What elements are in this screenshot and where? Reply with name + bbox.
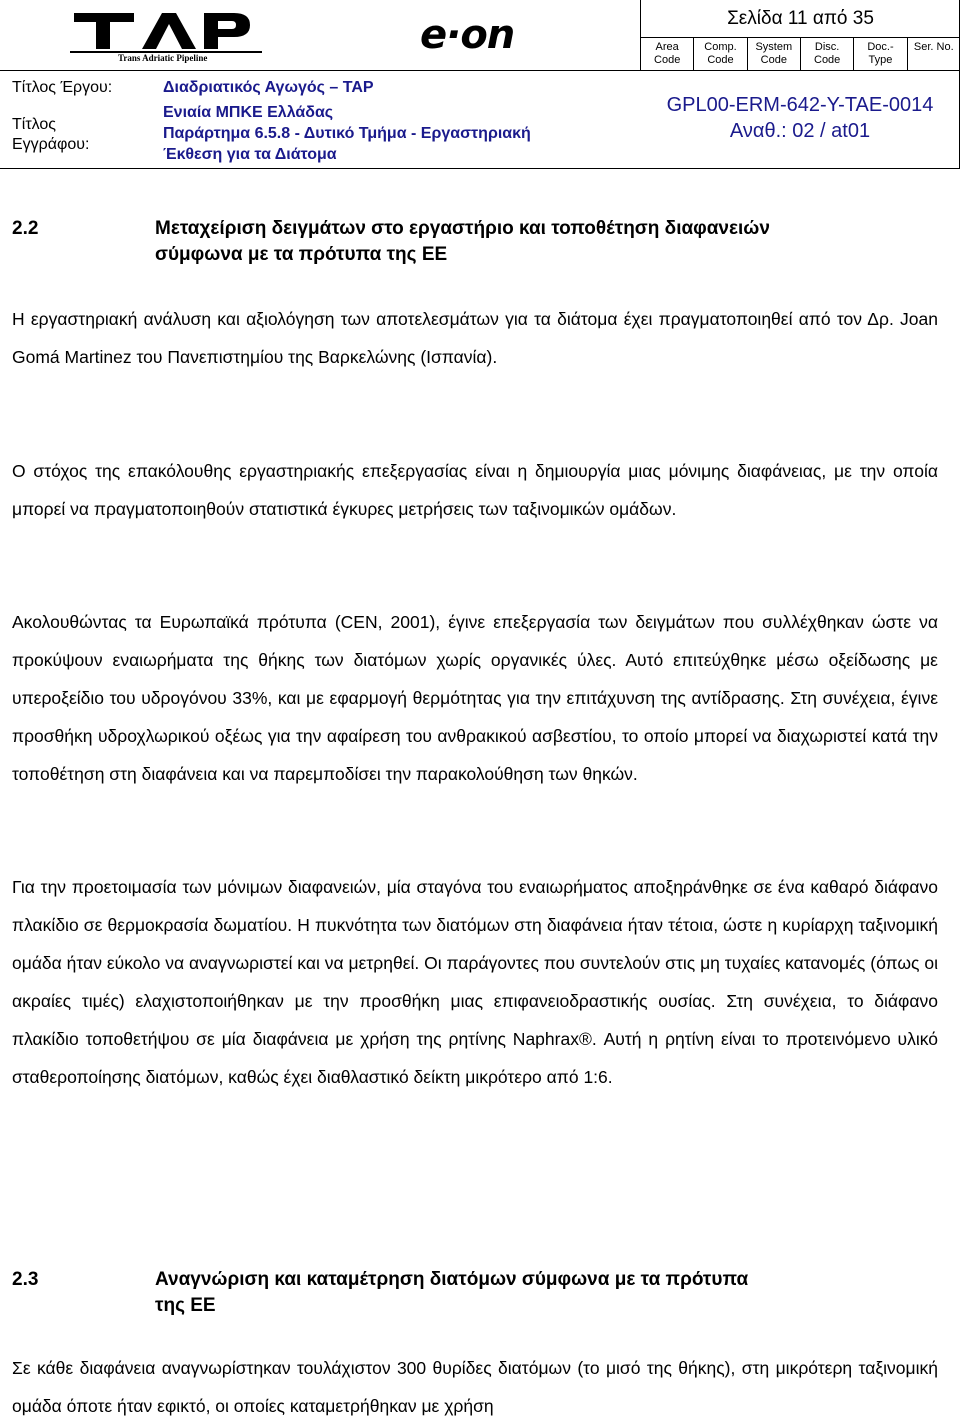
document-number: GPL00-ERM-642-Y-TAE-0014 (666, 94, 934, 116)
paragraph: Ο στόχος της επακόλουθης εργαστηριακής επεξεργασίας είναι η δημιουργία μιας μόνιμης διαφάνειας, με την οποία μπορεί να πραγματοποιηθούν στατιστικά έγκυρες μετρήσεις των ταξινομικών ομάδων. (12, 461, 938, 519)
tap-logo (66, 7, 266, 65)
paragraph: Ακολουθώντας τα Ευρωπαϊκά πρότυπα (CEN, 2001), έγινε επεξεργασία των δειγμάτων που συλλέχθηκαν ώστε να προκύψουν εναιωρήματα της θήκης των διατόμων χωρίς οργανικές ύλες. Αυτό επιτεύχθηκε μέσω οξείδωσης με υπεροξείδιο του υδρογόνου 33%, και με εφαρμογή θερμότητας για την επιτάχυνση της αντίδρασης. Στη συνέχεια, έγινε προσθήκη υδροχλωρικού οξέως για την αφαίρεση του ανθρακικού ασβεστίου, το οποίο μπορεί να διαχωριστεί κατά την τοποθέτηση στη διαφάνεια και να παρεμποδίσει την παρακολούθηση των θηκών. (12, 612, 938, 784)
section-title-line2: της ΕΕ (155, 1295, 216, 1316)
project-label: Τίτλος Έργου: (12, 79, 113, 96)
eon-logo: e·on (420, 12, 515, 58)
section-number: 2.2 (12, 218, 39, 239)
doc-title-label-2: Εγγράφου: (12, 136, 90, 153)
paragraph: Σε κάθε διαφάνεια αναγνωρίστηκαν τουλάχιστον 300 θυρίδες διατόμων (το μισό της θήκης), στη μικρότερη ταξινομική ομάδα όποτε ήταν εφικτό, οι οποίες καταμετρήθηκαν με χρήση (12, 1358, 938, 1416)
doc-title-line1: Ενιαία ΜΠΚΕ Ελλάδας (163, 104, 334, 121)
doc-title-line2: Παράρτημα 6.5.8 - Δυτικό Τμήμα - Εργαστηριακή (163, 125, 531, 142)
code-cell: System Code (747, 38, 800, 70)
revision: Αναθ.: 02 / at01 (729, 120, 871, 142)
header-divider (0, 70, 960, 71)
section-number: 2.3 (12, 1269, 39, 1290)
tap-logo-subtitle: Trans Adriatic Pipeline (118, 53, 208, 63)
section-title: Μεταχείριση δειγμάτων στο εργαστήριο και τοποθέτηση διαφανειών (155, 218, 770, 239)
code-cell: Comp. Code (693, 38, 746, 70)
code-cell: Disc. Code (800, 38, 853, 70)
project-title: Διαδριατικός Αγωγός – TAP (163, 79, 374, 96)
doc-title-label: Τίτλος (12, 116, 57, 133)
code-row (640, 38, 960, 70)
doc-title-line3: Έκθεση για τα Διάτομα (163, 146, 337, 163)
header-bottom-border (0, 168, 960, 169)
section-title-line2: σύμφωνα με τα πρότυπα της ΕΕ (155, 244, 448, 265)
section-title: Αναγνώριση και καταμέτρηση διατόμων σύμφωνα με τα πρότυπα (155, 1269, 749, 1290)
paragraph: Η εργαστηριακή ανάλυση και αξιολόγηση των αποτελεσμάτων για τα διάτομα έχει πραγματοποιηθεί από τον Δρ. Joan Gomá Martinez του Πανεπιστημίου της Βαρκελώνης (Ισπανία). (12, 309, 938, 367)
code-cell: Ser. No. (907, 38, 960, 70)
code-cell: Area Code (640, 38, 693, 70)
code-cell: Doc.- Type (853, 38, 906, 70)
paragraph: Για την προετοιμασία των μόνιμων διαφανειών, μία σταγόνα του εναιωρήματος αποξηράνθηκε σε ένα καθαρό διάφανο πλακίδιο σε θερμοκρασία δωματίου. Η πυκνότητα των διατόμων στη διαφάνεια ήταν τέτοια, ώστε η κυρίαρχη ταξινομική ομάδα ήταν εύκολο να αναγνωριστεί και να μετρηθεί. Οι παράγοντες που συντελούν στις μη τυχαίες κατανομές (όπως οι ακραίες τιμές) ελαχιστοποιήθηκαν με την προσθήκη μιας επιφανειοδραστικής ουσίας. Στη συνέχεια, το διάφανο πλακίδιο τοποθετήψου σε μία διαφάνεια με χρήση της ρητίνης Naphrax®. Αυτή η ρητίνη είναι το προτεινόμενο υλικό σταθεροποίησης διατόμων, καθώς έχει διαθλαστικό δείκτη μικρότερο από 1:6. (12, 877, 938, 1087)
page-number: Σελίδα 11 από 35 (640, 0, 960, 38)
